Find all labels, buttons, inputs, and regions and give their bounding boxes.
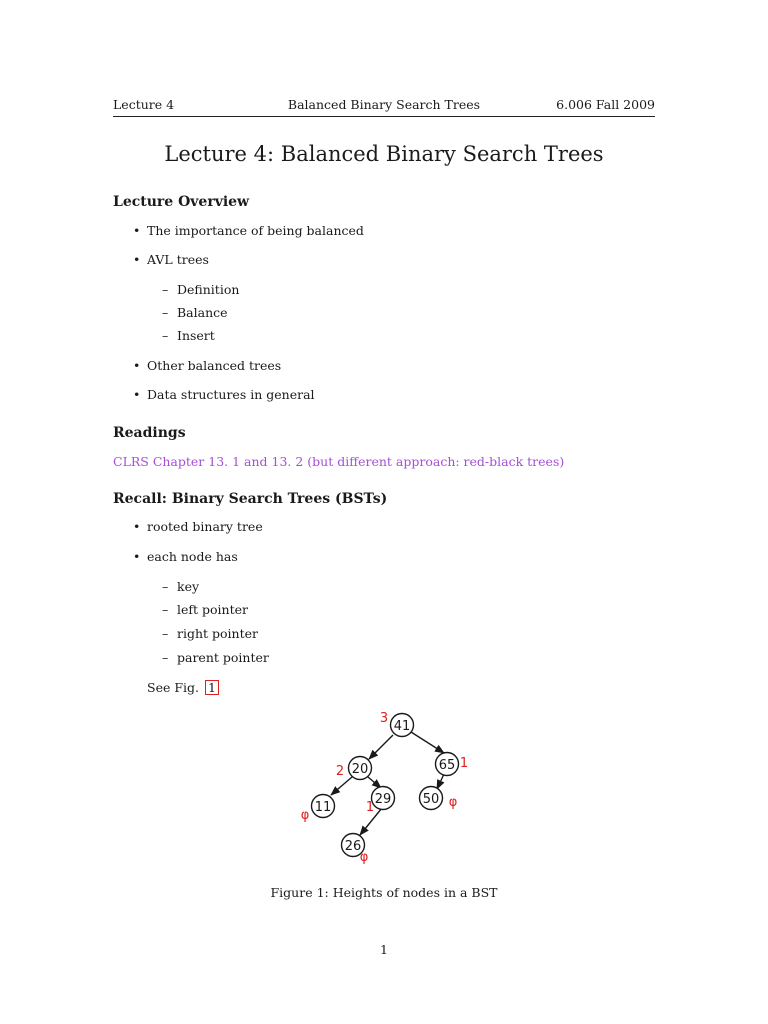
list-item: • each node has: [133, 549, 238, 564]
height-label: 1: [459, 756, 469, 771]
node-key: 41: [393, 719, 411, 734]
list-item: – parent pointer: [162, 650, 269, 665]
tree-node: [372, 787, 395, 810]
readings-link[interactable]: CLRS Chapter 13. 1 and 13. 2 (but different approach: red-black trees): [113, 454, 565, 469]
list-item: – right pointer: [162, 626, 258, 641]
bullet-icon: •: [133, 549, 141, 564]
height-label: φ: [359, 850, 369, 865]
page-title: Lecture 4: Balanced Binary Search Trees: [164, 142, 604, 166]
tree-node: [391, 714, 414, 737]
height-label: 2: [335, 764, 345, 779]
see-figure-text: See Fig. 1: [147, 680, 219, 695]
bullet-icon: •: [133, 358, 141, 373]
list-item: – left pointer: [162, 602, 248, 617]
list-item: • rooted binary tree: [133, 519, 263, 534]
edge-41-65: [411, 732, 444, 753]
dash-icon: –: [162, 602, 169, 617]
header-left: Lecture 4: [113, 97, 175, 112]
height-label: 3: [379, 711, 389, 726]
list-item: – Insert: [162, 328, 215, 343]
list-item: • Data structures in general: [133, 387, 315, 402]
overview-heading: Lecture Overview: [113, 194, 250, 210]
edge-65-50: [437, 774, 444, 789]
header-center: Balanced Binary Search Trees: [287, 97, 481, 112]
edge-20-29: [368, 777, 381, 788]
recall-heading: Recall: Binary Search Trees (BSTs): [113, 491, 388, 507]
height-label: φ: [448, 795, 458, 810]
node-key: 50: [422, 792, 440, 807]
edge-20-11: [331, 777, 352, 795]
dash-icon: –: [162, 305, 169, 320]
bullet-icon: •: [133, 223, 141, 238]
page-number: 1: [380, 942, 388, 957]
figure-caption: Figure 1: Heights of nodes in a BST: [270, 885, 498, 900]
figure-reference-link[interactable]: 1: [205, 680, 219, 695]
list-item: – Balance: [162, 305, 228, 320]
list-item: – key: [162, 579, 200, 594]
dash-icon: –: [162, 328, 169, 343]
dash-icon: –: [162, 282, 169, 297]
edge-41-20: [369, 735, 393, 759]
tree-node: [420, 787, 443, 810]
height-label: φ: [300, 808, 310, 823]
list-item: • AVL trees: [133, 252, 209, 267]
tree-node: [312, 795, 335, 818]
header-right: 6.006 Fall 2009: [556, 97, 655, 112]
node-key: 20: [351, 762, 369, 777]
list-item: • Other balanced trees: [133, 358, 282, 373]
node-key: 65: [438, 758, 456, 773]
height-label: 1: [365, 800, 375, 815]
list-item: – Definition: [162, 282, 240, 297]
dash-icon: –: [162, 626, 169, 641]
dash-icon: –: [162, 650, 169, 665]
list-item: • The importance of being balanced: [133, 223, 364, 238]
tree-node: [349, 757, 372, 780]
bullet-icon: •: [133, 519, 141, 534]
readings-heading: Readings: [113, 425, 186, 441]
bullet-icon: •: [133, 252, 141, 267]
node-key: 26: [344, 839, 362, 854]
node-key: 29: [374, 792, 392, 807]
bullet-icon: •: [133, 387, 141, 402]
node-key: 11: [314, 800, 332, 815]
tree-node: [436, 753, 459, 776]
dash-icon: –: [162, 579, 169, 594]
